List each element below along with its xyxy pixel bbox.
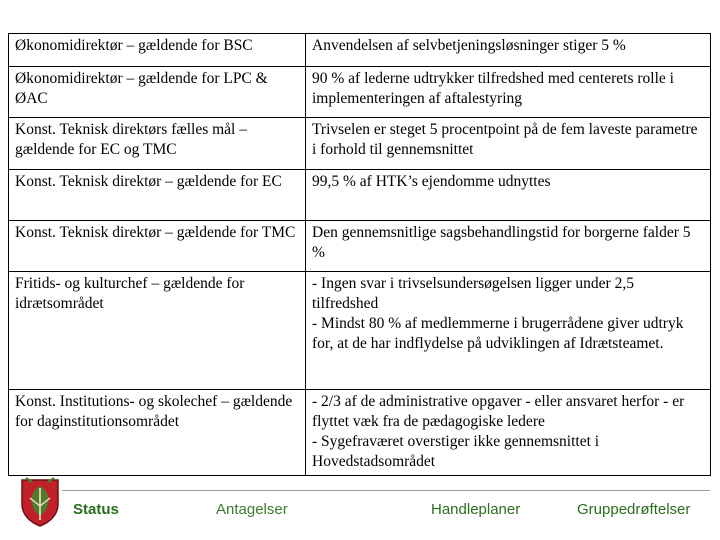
table-row	[9, 67, 711, 118]
role-cell	[9, 118, 306, 170]
role-text: Økonomidirektør – gældende for LPC & ØAC	[15, 70, 268, 107]
goals-table	[8, 33, 711, 476]
goal-cell	[306, 272, 711, 390]
role-text: Fritids- og kulturchef – gældende for idrætsområdet	[15, 275, 245, 312]
goal-text: - Mindst 80 % af medlemmerne i brugerrådene giver udtryk for, at de har indflydelse på udviklingen af Idrætsteamet.	[312, 315, 684, 352]
role-cell	[9, 272, 306, 390]
role-text: Konst. Teknisk direktørs fælles mål – gældende for EC og TMC	[15, 121, 247, 158]
goal-text: - Sygefraværet overstiger ikke gennemsnittet i Hovedstadsområdet	[312, 433, 600, 470]
role-text: Økonomidirektør – gældende for BSC	[15, 37, 253, 54]
table-row	[9, 272, 711, 390]
table-row	[9, 34, 711, 67]
goal-text: Anvendelsen af selvbetjeningsløsninger stiger 5 %	[312, 37, 626, 54]
goal-text: 90 % af lederne udtrykker tilfredshed med centerets rolle i implementeringen af aftalestyring	[312, 70, 674, 107]
goal-cell	[306, 221, 711, 272]
goal-text: - Ingen svar i trivselsundersøgelsen ligger under 2,5 tilfredshed	[312, 275, 634, 312]
table-row	[9, 221, 711, 272]
goal-cell	[306, 118, 711, 170]
role-cell	[9, 67, 306, 118]
goal-text: - 2/3 af de administrative opgaver - eller ansvaret herfor - er flyttet væk fra de pædagogiske ledere	[312, 393, 685, 430]
goal-cell	[306, 390, 711, 476]
goal-text: Den gennemsnitlige sagsbehandlingstid for borgerne falder 5 %	[312, 224, 691, 261]
nav-gruppedroeftelser-link[interactable]: Gruppedrøftelser	[577, 501, 691, 518]
role-text: Konst. Teknisk direktør – gældende for TMC	[15, 224, 296, 241]
goal-text: Trivselen er steget 5 procentpoint på de fem laveste parametre i forhold til gennemsnittet	[312, 121, 698, 158]
table-row	[9, 170, 711, 221]
role-cell	[9, 34, 306, 67]
nav-status-link[interactable]: Status	[73, 501, 119, 518]
table-row	[9, 118, 711, 170]
nav-handleplaner-link[interactable]: Handleplaner	[431, 501, 521, 518]
role-cell	[9, 221, 306, 272]
role-cell	[9, 170, 306, 221]
goal-cell	[306, 67, 711, 118]
role-cell	[9, 390, 306, 476]
nav-antagelser-link[interactable]: Antagelser	[216, 501, 288, 518]
goal-cell	[306, 34, 711, 67]
goal-text: 99,5 % af HTK’s ejendomme udnyttes	[312, 173, 551, 190]
footer-divider	[62, 490, 710, 491]
role-text: Konst. Institutions- og skolechef – gældende for daginstitutionsområdet	[15, 393, 293, 430]
municipal-crest-icon	[18, 476, 62, 528]
goal-cell	[306, 170, 711, 221]
footer-nav-bar	[0, 472, 720, 540]
role-text: Konst. Teknisk direktør – gældende for EC	[15, 173, 282, 190]
table-row	[9, 390, 711, 476]
